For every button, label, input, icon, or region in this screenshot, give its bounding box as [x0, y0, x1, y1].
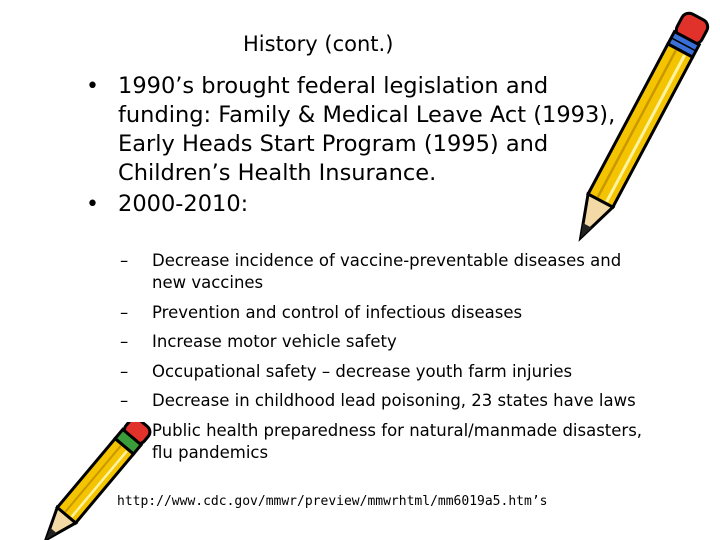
pencil-icon [548, 0, 720, 270]
bullet-marker: • [86, 74, 99, 99]
sub-bullet-marker: – [120, 302, 129, 322]
sub-bullet-item [120, 302, 645, 324]
sub-bullet-text: Public health preparedness for natural/manmade disasters, flu pandemics [152, 420, 643, 462]
sub-bullet-text: Occupational safety – decrease youth farm injuries [152, 361, 573, 381]
slide-title: History (cont.) [243, 32, 394, 56]
sub-bullet-marker: – [120, 361, 129, 381]
bullet-text: 1990’s brought federal legislation and funding: Family & Medical Leave Act (1993), Early Heads Start Program (1995) and Children’s Health Insurance. [118, 73, 616, 186]
sub-bullet-marker: – [120, 332, 129, 351]
sub-bullet-text: Decrease incidence of vaccine-preventable diseases and new vaccines [152, 251, 622, 292]
bullet-text: 2000-2010: [118, 191, 249, 217]
sub-bullet-list [120, 250, 645, 471]
sub-bullet-item [120, 420, 645, 464]
sub-bullet-marker: – [120, 391, 129, 410]
sub-bullet-item [120, 331, 645, 353]
sub-bullet-marker: – [120, 251, 129, 270]
sub-bullet-text: Increase motor vehicle safety [152, 332, 397, 351]
source-link[interactable]: http://www.cdc.gov/mmwr/preview/mmwrhtml/mm6019a5.htm’s [117, 494, 548, 509]
sub-bullet-text: Prevention and control of infectious diseases [152, 302, 523, 322]
pencil-icon [18, 422, 178, 540]
sub-bullet-text: Decrease in childhood lead poisoning, 23 states have laws [152, 391, 636, 410]
sub-bullet-item [120, 390, 645, 412]
bullet-marker: • [86, 192, 99, 217]
sub-bullet-item [120, 361, 645, 383]
